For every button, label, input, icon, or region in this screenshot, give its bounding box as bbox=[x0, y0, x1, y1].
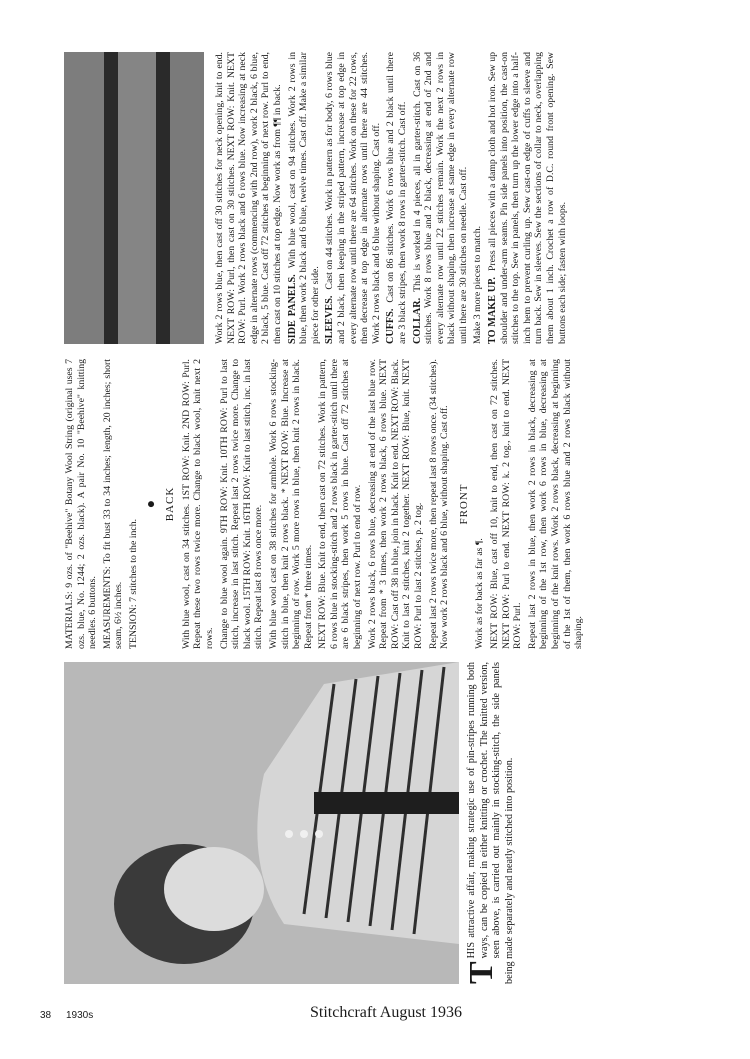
swatch-band-light bbox=[118, 52, 156, 344]
make-up-text: Press all pieces with a damp cloth and hot iron. Sew up shoulder and under-arm seams. Pin side panels into position, the cast-on stitches to the top. Sew in panels, then turn up the lower edge into a half-inch hem to prevent curling up. Sew cast-on edge of cuffs to sleeve and turn back. Sew in sleeves. Sew the sections of collar to neck, overlapping them about 1 inch. Crochet a row of D.C. round front opening. Sew buttons each side; fasten with loops. bbox=[487, 52, 568, 344]
model-face bbox=[164, 847, 264, 931]
bullet-divider: ● bbox=[143, 499, 159, 509]
sleeves-section bbox=[324, 52, 382, 344]
front-continued: Work 2 rows blue, then cast off 30 stitches for neck opening, knit to end. NEXT ROW: Purl, then cast on 30 stitches. NEXT ROW: Knit. NEXT ROW: Purl. Work 2 rows black and 6 rows blue. Now increasing at neck edge in alternate rows (commencing with 2nd row), work 2 black, 6 blue, 2 black, 5 blue. Cast off 72 stitches at beginning of next row. Purl to end, then cast on 10 stitches at top edge. Now work as from ¶¶ in back. bbox=[214, 52, 283, 344]
magazine-page bbox=[64, 50, 688, 984]
swatch-band-light bbox=[170, 52, 204, 344]
drop-cap: T bbox=[463, 961, 500, 984]
rotated-spread bbox=[64, 50, 688, 984]
decade-label: 1930s bbox=[66, 1010, 94, 1021]
back-heading: BACK bbox=[164, 486, 177, 522]
front-paragraph: Repeat last 2 rows in blue, then work 2 rows in black, decreasing at beginning of the 1st row, then work 6 rows in blue, decreasing at beginning of the knit rows. Work 2 rows black, decreasing at beginning of the 1st of them, then work 6 rows blue and 2 rows black without shaping. bbox=[526, 359, 585, 649]
page-footer bbox=[0, 1000, 750, 1030]
sleeves-label: SLEEVES. bbox=[324, 295, 336, 344]
back-paragraph: Work 2 rows black, 6 rows blue, decreasing at end of the last blue row. Repeat from * 3 times, then work 2 rows black, 6 rows blue. NEXT ROW: Cast off 38 in blue, join in black. Knit to end. NEXT ROW: Black. Knit to last 2 stitches, knit 2 together. NEXT ROW: Blue, knit. NEXT ROW: Purl to last 2 stitches, p. 2 tog. bbox=[366, 359, 425, 649]
make-up-section bbox=[487, 52, 568, 344]
collar-extra: Make 3 more pieces to match. bbox=[472, 225, 484, 344]
model-photograph bbox=[64, 662, 459, 984]
cuffs-label: CUFFS. bbox=[385, 308, 397, 344]
materials-text: MATERIALS: 9 ozs. of "Beehive" Botany Wool String (original uses 7 ozs. blue, No. 1244; 2 ozs. black). A pair No. 10 "Beehive" knitting needles. 6 buttons. bbox=[64, 359, 99, 649]
cuffs-section bbox=[385, 52, 408, 344]
front-paragraph: Work as for back as far as ¶. bbox=[474, 538, 486, 649]
back-paragraph: Change to blue wool again. 9TH ROW: Knit. 10TH ROW: Purl to last stitch, increase in last stitch. Repeat last 2 rows twice more. Change to black wool. 15TH ROW: Knit. 16TH ROW: Knit to last stitch, inc. in last stitch. Repeat last 8 rows once more. bbox=[218, 359, 265, 649]
front-heading: FRONT bbox=[457, 483, 470, 525]
side-panels-text: With blue wool, cast on 94 stitches. Work 2 rows in blue, then work 2 black and 6 blue, twelve times. Cast off. Make a similar piece for other side. bbox=[286, 51, 321, 344]
cuffs-text: Cast on 86 stitches. Work 6 rows blue and 2 black until there are 3 black stripes, then work 8 rows in garter-stitch. Cast off. bbox=[385, 52, 408, 344]
swatch-band-light bbox=[64, 52, 104, 344]
swatch-band-dark bbox=[104, 52, 118, 344]
measurements-text: MEASUREMENTS: To fit bust 33 to 34 inches; length, 20 inches; short seam, 6½ inches. bbox=[101, 359, 125, 649]
collar-label: COLLAR. bbox=[411, 297, 423, 344]
back-paragraph: With blue wool, cast on 34 stitches. 1ST ROW: Knit. 2ND ROW: Purl. Repeat these two rows twice more. Change to black wool, knit next 2 rows. bbox=[180, 359, 215, 649]
side-panels-section bbox=[287, 52, 322, 344]
collar-section bbox=[412, 52, 470, 344]
issue-title: Stitchcraft August 1936 bbox=[310, 1004, 462, 1021]
knit-stitch-swatch bbox=[64, 52, 204, 344]
side-panels-label: SIDE PANELS. bbox=[286, 274, 298, 344]
page-number: 38 bbox=[40, 1010, 52, 1021]
belt bbox=[314, 792, 459, 814]
back-paragraph: Repeat last 2 rows twice more, then repeat last 8 rows once. (34 stitches). Now work 2 rows black and 6 blue, without shaping. Cast off. bbox=[427, 359, 451, 649]
sleeves-text: Cast on 44 stitches. Work in pattern as for body, 6 rows blue and 2 black, then keeping in the striped pattern, increase at top edge in every alternate row until there are 64 stitches. Work on these for 22 rows, then decrease at top edge in alternate rows until there are 44 stitches. Work 2 rows black and 6 blue without shaping. Cast off. bbox=[324, 52, 382, 344]
swatch-band-dark bbox=[156, 52, 170, 344]
back-paragraph: NEXT ROW: Blue. Knit to end, then cast on 72 stitches. Work in pattern, 6 rows blue in stocking-stitch and 2 rows black in garter-stitch until there are 6 black stripes, then work 5 rows in blue. Cast off 72 stitches at beginning of next row. Purl to end of row. bbox=[317, 359, 364, 649]
caption-text: HIS attractive affair, making strategic use of pin-stripes running both ways, can be copied in either knitting or crochet. The knitted version, seen above, is carried out mainly in stocking-stitch, the side panels being made separately and neatly stitched into position. bbox=[466, 662, 515, 984]
tension-text: TENSION: 7 stitches to the inch. bbox=[127, 518, 139, 649]
photo-caption bbox=[463, 662, 591, 984]
make-up-label: TO MAKE UP. bbox=[487, 277, 499, 344]
back-paragraph: With blue wool cast on 38 stitches for armhole. Work 6 rows stocking-stitch in blue, then knit 2 rows black. * NEXT ROW: Blue. Increase at beginning of row. Work 5 more rows in blue, then knit 2 rows in black. Repeat from * three times. bbox=[267, 359, 314, 649]
photo-illustration bbox=[64, 662, 459, 984]
pattern-column-right bbox=[214, 52, 684, 344]
collar-text: This is worked in 4 pieces, all in garter-stitch. Cast on 36 stitches. Work 8 rows blue and 2 black, decreasing at end of 2nd and every alternate row until 22 stitches remain. Work the next 2 rows in black without shaping, then increase at same edge in every alternate row until there are 30 stitches on needle. Cast off. bbox=[411, 52, 469, 344]
front-paragraph: NEXT ROW: Blue, cast off 10, knit to end, then cast on 72 stitches. NEXT ROW: Purl to end. NEXT ROW: k. 2 tog., knit to end. NEXT ROW: Purl. bbox=[489, 359, 524, 649]
pattern-column-middle bbox=[64, 359, 585, 649]
